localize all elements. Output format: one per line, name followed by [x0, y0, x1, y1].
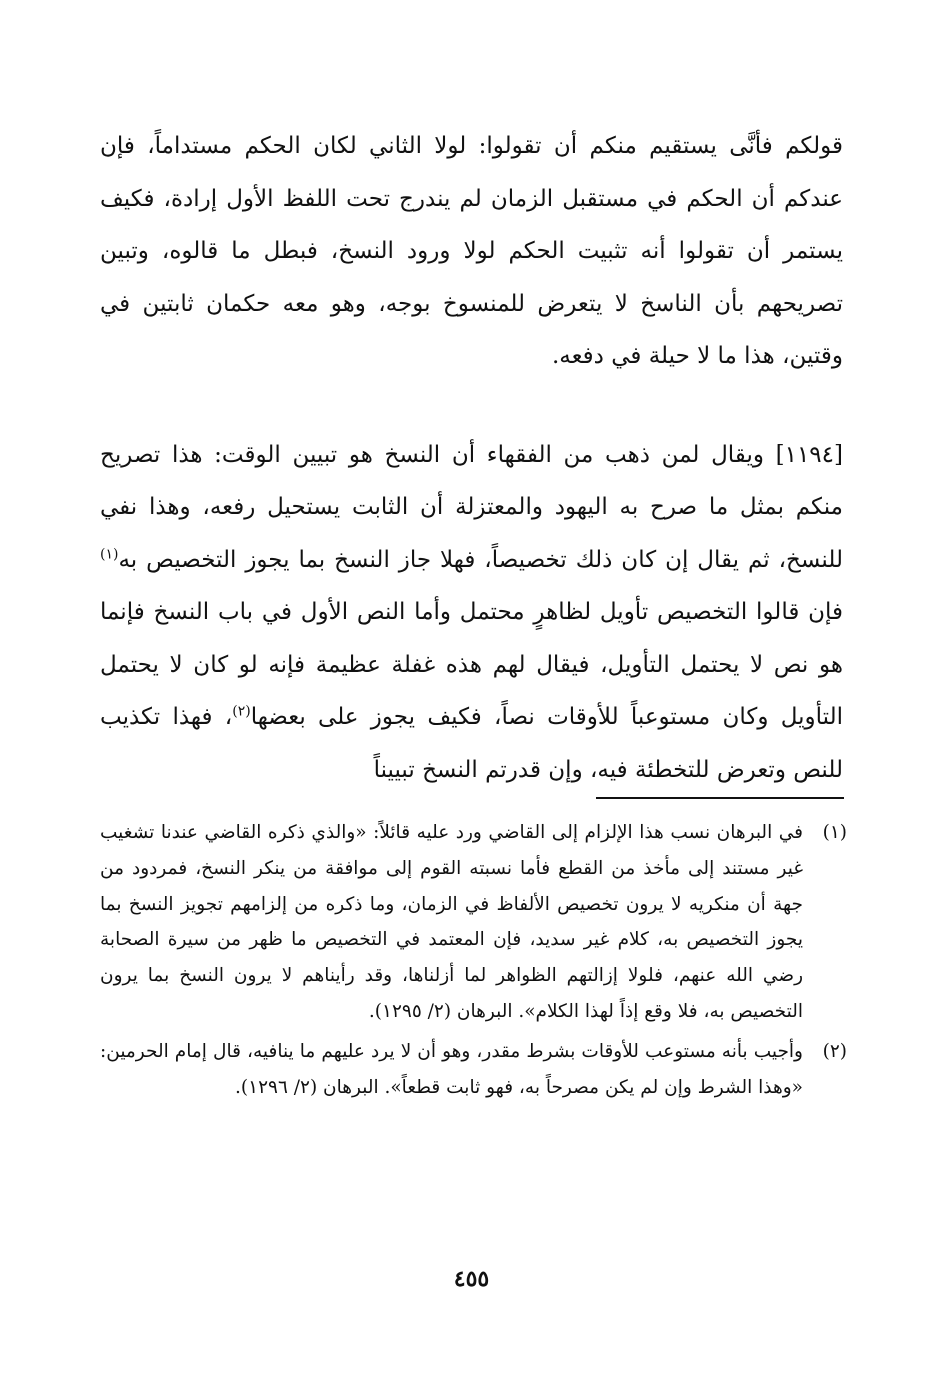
footnotes — [100, 815, 847, 1109]
paragraph-1 — [100, 120, 843, 383]
paragraph-2-text-part-3: ، فهذا تكذيب للنص وتعرض للتخطئة فيه، وإن قدرتم النسخ تبييناً — [100, 704, 843, 783]
paragraph-2 — [100, 429, 843, 797]
footnote-2 — [100, 1034, 847, 1106]
footnote-reference-1[interactable]: (١) — [100, 545, 119, 562]
paragraph-2-text-part-1: ويقال لمن ذهب من الفقهاء أن النسخ هو تبيين الوقت: هذا تصريح منكم بمثل ما صرح به اليهود والمعتزلة أن الثابت يستحيل رفعه، وهذا نفي للنسخ، ثم يقال إن كان ذلك تخصيصاً، فهلا جاز النسخ بما يجوز التخصيص به — [100, 441, 843, 573]
paragraph-number: [١١٩٤] — [775, 441, 843, 468]
footnote-number: (٢) — [822, 1040, 847, 1062]
paragraph-2-text-part-2: فإن قالوا التخصيص تأويل لظاهرٍ محتمل وأما النص الأول في باب النسخ فإنما هو نص لا يحتمل التأويل، فيقال لهم هذه غفلة عظيمة فإنه لو كان لا يحتمل التأويل وكان مستوعباً للأوقات نصاً، فكيف يجوز على بعضها — [100, 599, 843, 730]
paragraph-1-text: قولكم فأنَّى يستقيم منكم أن تقولوا: لولا الثاني لكان الحكم مستداماً، فإن عندكم أن الحكم في مستقبل الزمان لم يندرج تحت اللفظ الأول إرادة، فكيف يستمر أن تقولوا أنه تثبيت الحكم لولا ورود النسخ، فبطل ما قالوه، وتبين تصريحهم بأن الناسخ لا يتعرض للمنسوخ بوجه، وهو معه حكمان ثابتين في وقتين، هذا ما لا حيلة في دفعه. — [100, 133, 843, 369]
footnote-text: في البرهان نسب هذا الإلزام إلى القاضي ورد عليه قائلاً: «والذي ذكره القاضي عندنا تشغيب غير مستند إلى مأخذ من القطع فأما نسبته القوم إلى موافقة من ينكر النسخ، فمردود من جهة أن منكريه لا يرون تخصيص الألفاظ في الزمان، وما ذكره من إلزامهم تجويز النسخ بما يجوز التخصيص به، كلام غير سديد، فإن المعتمد في التخصيص ما ظهر من سيرة الصحابة رضي الله عنهم، فلولا إزالتهم الظواهر لما أزلناها، وقد رأيناهم لا يرون النسخ بما يرون التخصيص به، فلا وقع إذاً لهذا الكلام». البرهان (٢/ ١٢٩٥). — [100, 822, 803, 1022]
main-text — [100, 120, 843, 796]
page-number: ٤٥٥ — [453, 1266, 490, 1292]
footnote-separator — [596, 797, 844, 799]
footnote-reference-2[interactable]: (٢) — [232, 703, 251, 720]
footnote-1 — [100, 815, 847, 1030]
footnote-number: (١) — [822, 822, 847, 843]
footnote-text: وأجيب بأنه مستوعب للأوقات بشرط مقدر، وهو أن لا يرد عليهم ما ينافيه، قال إمام الحرمين: «وهذا الشرط وإن لم يكن مصرحاً به، فهو ثابت قطعاً». البرهان (٢/ ١٢٩٦). — [100, 1040, 803, 1098]
